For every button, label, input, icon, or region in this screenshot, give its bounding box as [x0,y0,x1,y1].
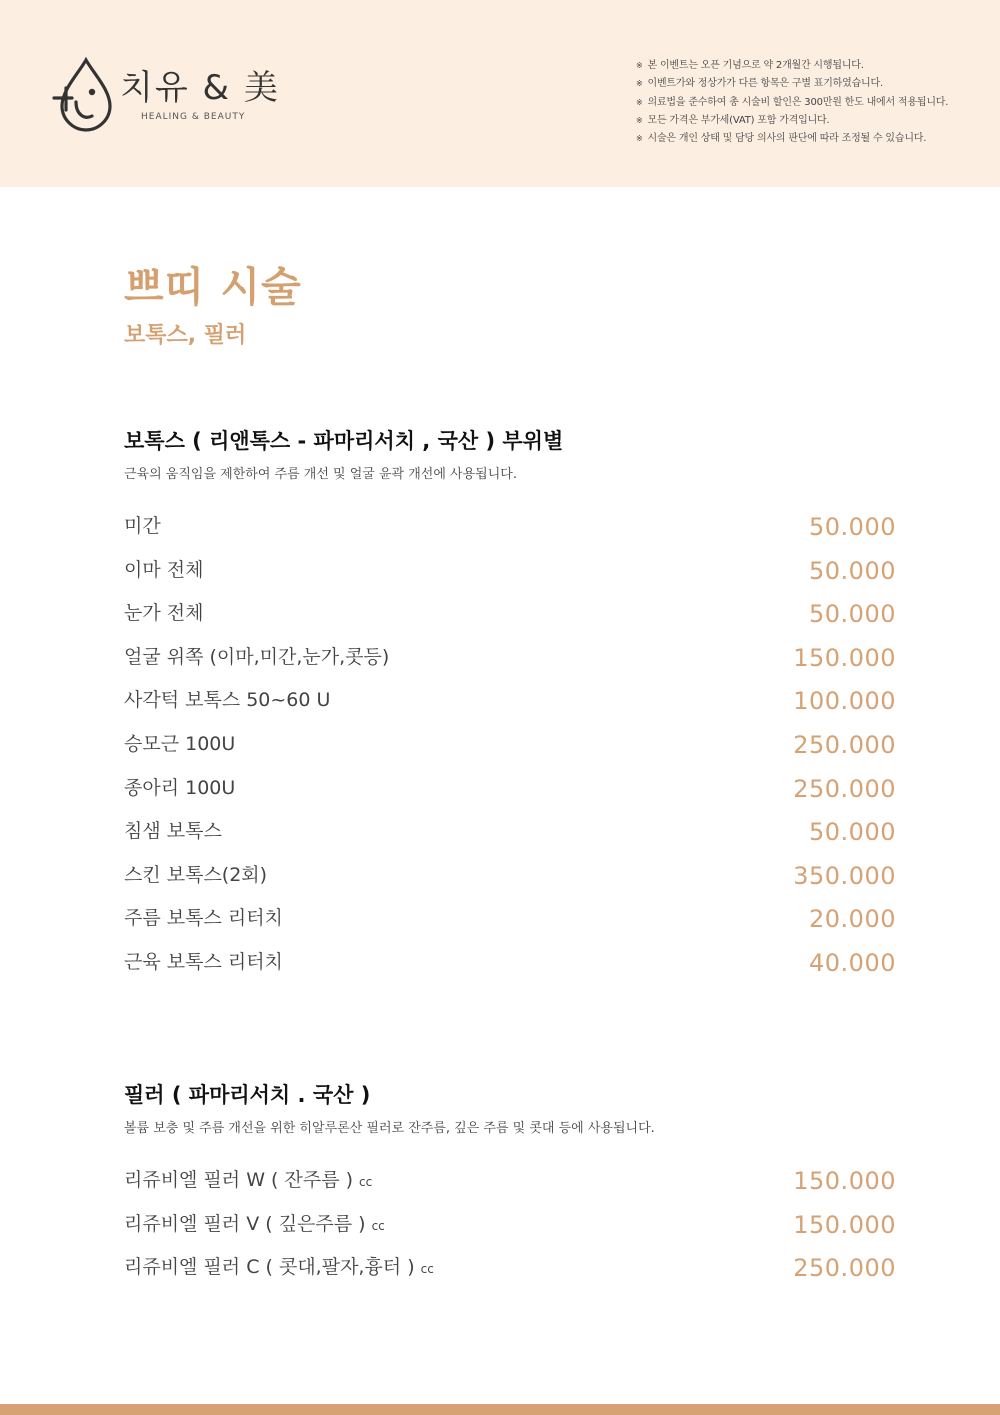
section-desc-botox: 근육의 움직임을 제한하여 주름 개선 및 얼굴 윤곽 개선에 사용됩니다. [124,467,517,482]
event-notes [636,57,986,148]
item-name: 미간 [124,515,161,537]
item-unit: cc [371,1218,385,1233]
item-price: 20.000 [809,905,896,934]
brand-name: 치유 & 美 [120,68,280,108]
note-mark: ※ [636,61,643,70]
item-name: 사각턱 보톡스 50~60 U [124,689,331,712]
section-title-botox: 보톡스 ( 리앤톡스 - 파마리서치 , 국산 ) 부위별 [124,429,564,453]
note-item: ※ 이벤트가와 정상가가 다른 항목은 구별 표기하였습니다. [636,78,883,90]
item-price: 40.000 [809,948,896,977]
item-unit: cc [420,1262,434,1277]
section-desc-filler: 볼륨 보충 및 주름 개선을 위한 히알루론산 필러로 잔주름, 깊은 주름 및 콧대 등에 사용됩니다. [124,1121,655,1136]
note-mark: ※ [636,134,643,144]
item-price: 250.000 [793,774,896,803]
item-price: 150.000 [793,1210,896,1239]
item-name: 근육 보톡스 리터치 [124,950,283,973]
item-unit: cc [359,1175,373,1189]
price-row [124,1252,896,1296]
price-row [124,860,896,904]
price-row [124,642,896,686]
drop-logo-icon [50,52,120,132]
item-price: 100.000 [793,687,896,716]
price-list-filler [124,1165,896,1296]
item-name: 리쥬비엘 필러 V ( 깊은주름 ) cc [124,1212,385,1235]
item-name: 주름 보톡스 리터치 [124,907,283,930]
price-row [124,903,896,947]
price-row [124,1209,896,1253]
price-row [124,947,896,991]
item-name: 스킨 보톡스(2회) [124,863,268,886]
item-name: 침샘 보톡스 [124,820,222,843]
price-row [124,511,896,555]
price-row [124,816,896,860]
item-name: 리쥬비엘 필러 C ( 콧대,팔자,흉터 ) cc [124,1256,434,1279]
item-price: 50.000 [809,513,896,541]
item-name: 이마 전체 [124,558,204,581]
note-item: ※ 본 이벤트는 오픈 기념으로 약 2개월간 시행됩니다. [636,60,864,71]
item-price: 350.000 [793,861,896,890]
item-name: 승모근 100U [124,732,236,755]
note-item: ※ 시술은 개인 상태 및 담당 의사의 판단에 따라 조정될 수 있습니다. [636,133,927,145]
header-banner [0,0,1000,187]
section-title-filler: 필러 ( 파마리서치 . 국산 ) [124,1083,371,1107]
note-mark: ※ [636,79,643,89]
price-row [124,729,896,773]
price-row [124,773,896,817]
item-price: 50.000 [809,600,896,629]
item-price: 50.000 [809,818,896,847]
page-title: 쁘띠 시술 [124,263,302,311]
brand-tagline: HEALING & BEAUTY [141,112,246,122]
item-price: 50.000 [809,556,896,585]
item-price: 250.000 [793,730,896,759]
price-row [124,685,896,729]
item-price: 150.000 [793,643,896,672]
brand-logo[interactable] [50,52,280,132]
note-mark: ※ [636,97,643,107]
note-item: ※ 모든 가격은 부가세(VAT) 포함 가격입니다. [636,114,830,126]
note-item: ※ 의료법을 준수하여 총 시술비 할인은 300만원 한도 내에서 적용됩니다. [636,96,949,108]
item-name: 얼굴 위쪽 (이마,미간,눈가,콧등) [124,645,390,668]
item-name: 눈가 전체 [124,602,204,625]
item-price: 250.000 [793,1254,896,1283]
item-price: 150.000 [793,1167,896,1195]
price-row [124,598,896,642]
price-list-botox [124,511,896,991]
price-row [124,1165,896,1209]
item-name: 종아리 100U [124,776,236,799]
price-row [124,555,896,599]
note-mark: ※ [636,115,643,125]
footer-bar [0,1404,1000,1415]
item-name: 리쥬비엘 필러 W ( 잔주름 ) cc [124,1169,373,1191]
page-subtitle: 보톡스, 필러 [124,323,247,348]
